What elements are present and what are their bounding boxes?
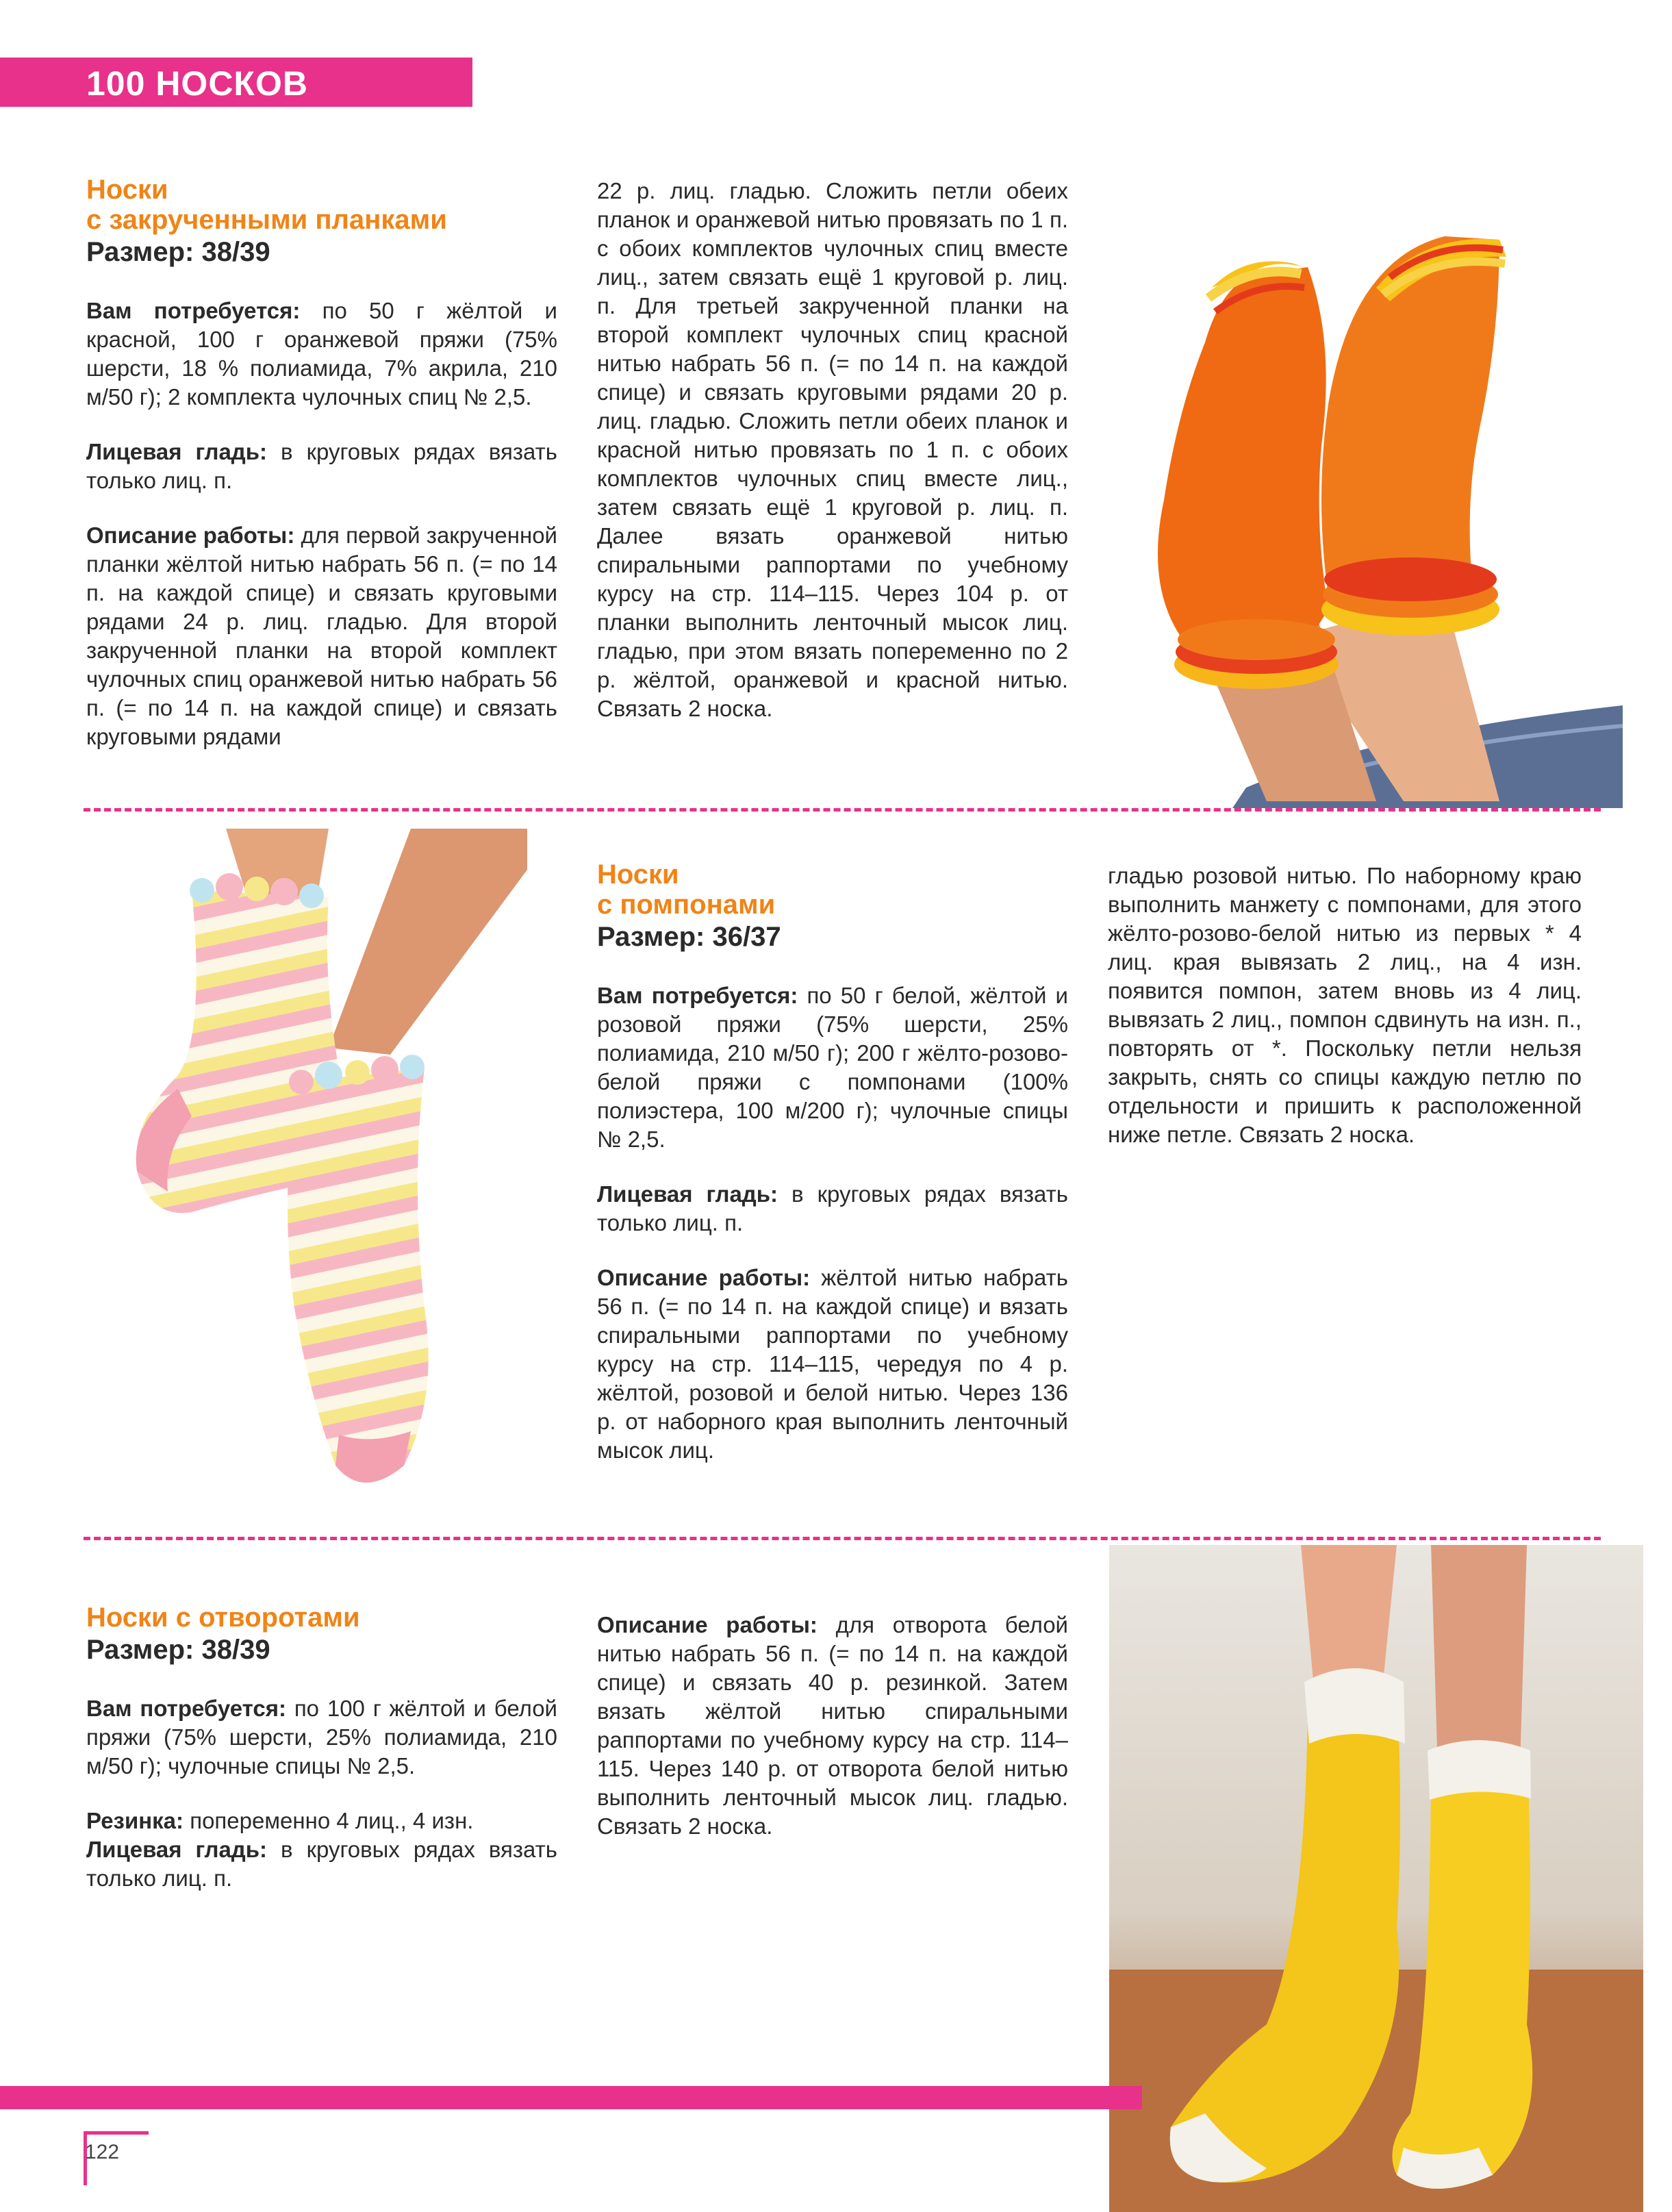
section1-left-column [86,175,557,777]
section-divider-1 [84,808,1601,812]
pompom-socks-illustration [103,829,527,1500]
materials-label: Вам потребуется: [86,298,301,323]
section-divider-2 [84,1537,1601,1540]
stitch-text: в круговых рядах вязать только лиц. п. [597,1181,1068,1235]
materials-label: Вам потребуется: [86,1696,287,1721]
photo-pompom-socks [103,829,527,1500]
description-label: Описание работы: [597,1612,818,1637]
orange-socks-illustration [1089,116,1623,808]
stitch-label: Лицевая гладь: [86,439,268,464]
section1-description [86,521,557,751]
section1-middle-column [597,177,1068,749]
section2-middle-column [597,859,1068,1491]
section3-middle-column [597,1611,1068,1867]
section3-rib [86,1807,557,1835]
materials-text: по 50 г белой, жёлтой и розовой пряжи (75% шерсти, 25% полиамида, 210 м/50 г); 200 г жёлто-розово-белой пряжи с помпонами (100% полиэстера, 100 м/200 г); чулочные спицы № 2,5. [597,983,1068,1152]
section3-left-column [86,1603,557,1919]
stitch-label: Лицевая гладь: [86,1837,268,1862]
section3-stitch [86,1835,557,1893]
materials-label: Вам потребуется: [597,983,798,1008]
stitch-text: в круговых рядах вязать только лиц. п. [86,439,557,493]
section3-materials [86,1694,557,1781]
description-text: для отворота белой нитью набрать 56 п. (= по 14 п. на каждой спице) и связать 40 р. резинкой. Затем вязать жёлтой нитью спиральными раппортами по учебному курсу на стр. 114–115. Через 140 р. от отворота белой нитью выполнить ленточный мысок лиц. гладью. Связать 2 носка. [597,1612,1068,1839]
materials-text: по 100 г жёлтой и белой пряжи (75% шерсти, 25% полиамида, 210 м/50 г); чулочные спицы № 2,5. [86,1696,557,1779]
section2-description-continued: гладью розовой нитью. По наборному краю выполнить манжету с помпонами, для этого жёлто-розово-белой нитью из первых * 4 лиц. края вывязать 2 лиц., на 4 изн. появится помпон, затем вновь из 4 лиц. вывязать 2 лиц., помпон сдвинуть на изн. п., повторять от *. Поскольку петли нельзя закрыть, снять со спицы каждую петлю по отдельности и пришить к расположенной ниже петле. Связать 2 носка. [1108,863,1582,1147]
description-text: для первой закрученной планки жёлтой нитью набрать 56 п. (= по 14 п. на каждой спице) и связать круговыми рядами 24 р. лиц. гладью. Для второй закрученной планки на второй комплект чулочных спиц оранжевой нитью набрать 56 п. (= по 14 п. на каждой спице) и связать круговыми рядами [86,523,557,749]
stitch-text: в круговых рядах вязать только лиц. п. [86,1837,557,1891]
section2-title [597,859,1068,920]
page-number: 122 [85,2141,120,2163]
section2-title-line1: Носки [597,859,679,890]
materials-text: по 50 г жёлтой и красной, 100 г оранжевой пряжи (75% шерсти, 18 % полиамида, 7% акрила, 210 м/50 г); 2 комплекта чулочных спиц № 2,5. [86,298,557,410]
yellow-socks-illustration [1109,1545,1643,2212]
description-text: жёлтой нитью набрать 56 п. (= по 14 п. на каждой спице) и вязать спиральными раппортами по учебному курсу на стр. 114–115, чередуя по 4 р. жёлтой, розовой и белой нитью. Через 136 р. от наборного края выполнить ленточный мысок лиц. [597,1265,1068,1463]
section2-materials [597,981,1068,1154]
photo-orange-socks [1089,116,1623,808]
section1-size: Размер: 38/39 [86,237,270,267]
section1-title [86,175,557,235]
photo-yellow-socks [1109,1545,1643,2212]
section3-size: Размер: 38/39 [86,1635,270,1665]
footer-bar [0,2086,1142,2109]
description-label: Описание работы: [597,1265,811,1290]
section2-description [597,1264,1068,1465]
section1-title-line1: Носки [86,175,168,205]
section1-title-line2: с закрученными планками [86,205,447,235]
section2-right-column [1108,862,1582,1175]
page-header-title: 100 НОСКОВ [86,64,308,103]
section3-description [597,1611,1068,1841]
section2-title-line2: с помпонами [597,890,776,920]
stitch-label: Лицевая гладь: [597,1181,778,1207]
section3-title: Носки с отворотами [86,1603,360,1633]
section2-stitch [597,1180,1068,1237]
section2-size: Размер: 36/37 [597,922,781,952]
section1-materials [86,297,557,412]
section1-description-continued: 22 р. лиц. гладью. Сложить петли обеих планок и оранжевой нитью провязать по 1 п. с обоих комплектов чулочных спиц вместе лиц., затем связать ещё 1 круговой р. лиц. п. Для третьей закрученной планки на второй комплект чулочных спиц красной нитью набрать 56 п. (= по 14 п. на каждой спице) и связать круговыми рядами 20 р. лиц. гладью. Сложить петли обеих планок и красной нитью провязать по 1 п. с обоих комплектов чулочных спиц вместе лиц., затем связать ещё 1 круговой р. лиц. п. Далее вязать оранжевой нитью спиральными раппортами по учебному курсу на стр. 114–115. Через 104 р. от планки выполнить ленточный мысок лиц. гладью, при этом вязать попеременно по 2 р. жёлтой, оранжевой и красной нитью. Связать 2 носка. [597,178,1068,721]
rib-label: Резинка: [86,1808,184,1833]
section1-stitch [86,438,557,495]
rib-text: попеременно 4 лиц., 4 изн. [183,1808,474,1833]
description-label: Описание работы: [86,523,295,548]
